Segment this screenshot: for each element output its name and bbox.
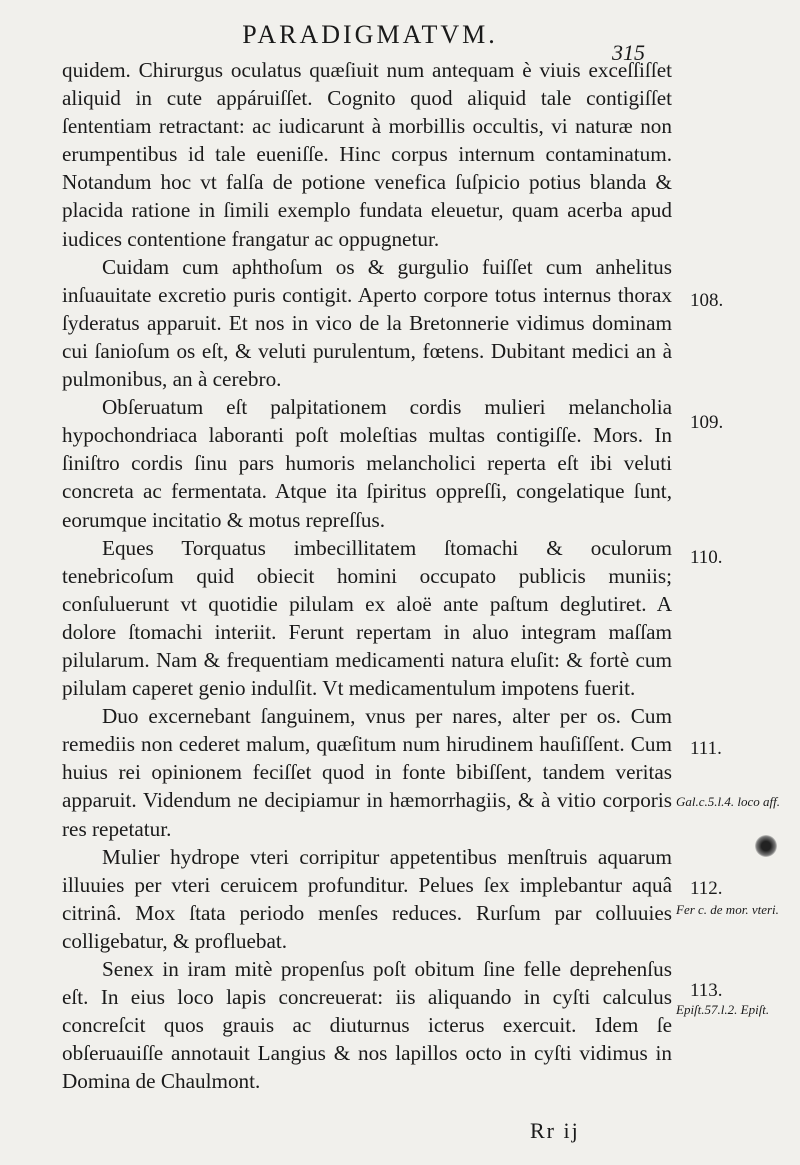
paragraph-112: Mulier hydrope vteri corripitur appetentibus menſtruis aquarum illuuies per vteri ceruicem profunditur. Pelues ſex implebantur aquâ citrinâ. Mox ſtata periodo menſes reduces. Rurſum par colluuies colligebatur, & profluebat. — [62, 844, 672, 953]
margin-reference-galen: Gal.c.5.l.4. loco aff. — [676, 794, 780, 809]
ink-blot — [755, 835, 777, 857]
paragraph-109: Obſeruatum eſt palpitationem cordis mulieri melancholia hypochondriaca laboranti poſt moleſtias multas contigiſſe. Mors. In ſiniſtro cordis ſinu pars humoris melancholici reperta eſt ibi veluti concreta ac fermentata. Atque ita ſpiritus oppreſſi, congelatique ſunt, eorumque incitatio & motus repreſſus. — [62, 395, 672, 532]
paragraph-113: Senex in iram mitè propenſus poſt obitum ſine felle deprehenſus eſt. In eius loco lapis concreuerat: iis aliquando in cyſti calculus concreſcit quos grauis ac diuturnus icterus exercuit. Idem ſe obſeruauiſſe annotauit Langius & nos lapillos octo in cyſti vidimus in Domina de Chaulmont. — [62, 957, 672, 1094]
page-number: 315 — [612, 40, 645, 65]
margin-number-109: 109. — [690, 412, 724, 433]
main-text — [62, 56, 672, 1095]
paragraph-110: Eques Torquatus imbecillitatem ſtomachi & oculorum tenebricoſum quid obiecit homini occupato publicis muniis; conſuluerunt vt quotidie pilulam ex aloë ante paſtum deglutiret. A dolore ſtomachi interiit. Ferunt repertam in aluo integram maſſam pilularum. Nam & frequentiam medicamenti natura eluſit: & fortè cum pilulam caperet genio indulſit. Vt medicamentulum impotens fuerit. — [62, 535, 672, 701]
running-title: PARADIGMATVM. — [242, 20, 498, 49]
margin-reference-fernel: Fer c. de mor. vteri. — [676, 902, 779, 917]
margin-number-110: 110. — [690, 547, 723, 568]
paragraph-111: Duo excernebant ſanguinem, vnus per nares, alter per os. Cum remediis non cederet malum, quæſitum num hirudinem hauſiſſent. Cum huius rei opinionem feciſſet quod in fonte bibiſſent, tandem veritas apparuit. Videndum ne decipiamur in hæmorrhagiis, & à vitio corporis res repetatur. — [62, 704, 672, 841]
margin-number-111: 111. — [690, 738, 722, 759]
margin-number-113: 113. — [690, 980, 723, 1001]
margin-reference-epistle: Epiſt.57.l.2. Epiſt. — [676, 1002, 770, 1017]
signature-mark: Rr ij — [530, 1118, 580, 1143]
paragraph-108: Cuidam cum aphthoſum os & gurgulio fuiſſet cum anhelitus inſuauitate excretio puris contigit. Aperto corpore totus internus thorax ſyderatus apparuit. Et nos in vico de la Bretonnerie vidimus dominam cui ſanioſum os eſt, & veluti purulentum, fœtens. Dubitant medici an à pulmonibus, an à cerebro. — [62, 254, 672, 392]
margin-number-112: 112. — [690, 878, 723, 899]
margin-number-108: 108. — [690, 290, 724, 311]
paragraph-continuation: quidem. Chirurgus oculatus quæſiuit num antequam è viuis exceſſiſſet aliquid in cute appáruiſſet. Cognito quod aliquid tale contigiſſet ſententiam retractant: ac iudicarunt à morbillis occultis, vi naturæ non erumpentibus id tale eueniſſe. Hinc corpus internum contaminatum. Notandum hoc vt falſa de potione venefica ſuſpicio potius blanda & placida ratione in ſimili exemplo fundata eleuetur, quam acerba apud iudices contentione frangatur ac oppugnetur. — [62, 58, 672, 251]
